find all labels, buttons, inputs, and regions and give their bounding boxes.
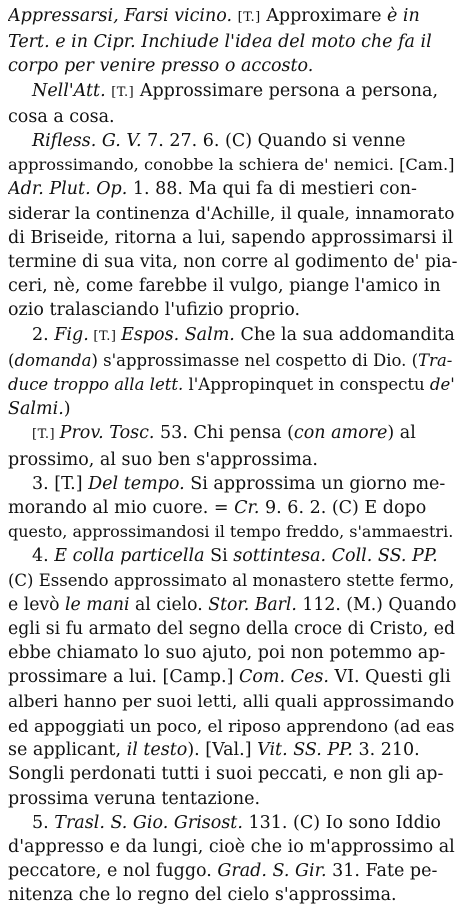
text: 131. (C) Io sono Iddio: [242, 812, 441, 833]
text: 112. (M.) Quando: [296, 594, 457, 615]
text: 53. Chi pensa (: [154, 423, 294, 444]
text-italic: duce troppo alla lett.: [8, 375, 184, 395]
source-ref: Prov. Tosc.: [59, 423, 155, 444]
text-line: (C) Essendo approssimato al monastero stette fermo,: [8, 570, 455, 590]
text-italic: Fig.: [54, 324, 89, 345]
sense-number: 2.: [32, 324, 55, 345]
text: Che la sua addomandita: [234, 324, 455, 345]
text-italic: Nell'Att.: [32, 80, 106, 101]
text-line: ebbe chiamato lo suo ajuto, poi non potemmo ap-: [8, 643, 446, 664]
text: Si: [204, 546, 234, 567]
entry-head: [8, 4, 458, 129]
source-ref: Com. Ces.: [238, 667, 329, 688]
text: al cielo.: [129, 594, 209, 615]
text: 7. 27. 6. (C) Quando si venne: [141, 131, 406, 152]
sense-number: 5.: [32, 812, 55, 833]
text-line: [8, 323, 458, 349]
text-line: [8, 859, 458, 883]
text-line: nitenza che lo regno del cielo s'approssima.: [8, 885, 397, 906]
tag: [T.]: [237, 10, 261, 25]
text-italic: Salmi.: [8, 399, 64, 420]
text: (: [8, 350, 15, 370]
text: Approximare: [260, 6, 387, 26]
text: VI. Questi gli: [328, 667, 451, 688]
text-line: prossimo, al suo ben s'approssima.: [8, 449, 318, 470]
sense-4: [8, 544, 458, 810]
text-italic: Del tempo.: [88, 473, 185, 494]
text-italic: de': [429, 375, 455, 395]
text-line: alberi hanno per suoi letti, alli quali approssimando: [8, 691, 455, 712]
text-line: termine di sua vita, non corre al godimento de' pia-: [8, 252, 458, 273]
source-ref: Vit. SS. PP.: [257, 740, 353, 761]
text-line: questo, approssimandosi il tempo freddo, s'ammaestri.: [8, 522, 454, 542]
text-line: [8, 472, 458, 496]
text: 3. 210.: [352, 740, 420, 761]
citation-block: [8, 129, 458, 323]
text-line: prossima veruna tentazione.: [8, 788, 261, 809]
text: peccatore, e nol fuggo.: [8, 861, 218, 882]
text-line: [8, 544, 458, 568]
sense-3: [8, 472, 458, 545]
text-line: ceri, nè, come farebbe il vulgo, piange l'amico in: [8, 276, 441, 297]
text-line: [8, 421, 458, 447]
text: e levò: [8, 594, 66, 615]
text-line: [8, 593, 458, 617]
text-line: [8, 665, 458, 689]
text: 31. Fate pe-: [326, 861, 438, 882]
text-line: [8, 811, 458, 835]
text: 9. 6. 2. (C) E dopo: [259, 498, 427, 519]
text-line: [8, 177, 458, 201]
tag: [T.]: [88, 328, 122, 344]
text-italic: con amore: [293, 423, 388, 444]
text-line: [8, 373, 458, 397]
text-line: siderar la continenza d'Achille, il quale, innamorato: [8, 203, 455, 224]
text-line: di Briseide, ritorna a lui, sapendo approssimarsi il: [8, 227, 454, 248]
source-ref: Espos. Salm.: [121, 324, 235, 345]
source-ref: Adr. Plut. Op.: [8, 179, 128, 200]
text-italic: domanda: [14, 350, 92, 370]
text-line: cosa a cosa.: [8, 106, 115, 127]
text-line: Tert. e in Cipr. Inchiude l'idea del moto che fa il: [8, 32, 432, 53]
text-line: [8, 129, 458, 153]
source-ref: Grad. S. Gir.: [217, 861, 327, 882]
text-line: egli si fu armato del segno della croce di Cristo, ed: [8, 619, 455, 640]
tag: [T.]: [111, 84, 135, 100]
text-line: [8, 349, 458, 373]
text: morando al mio cuore. =: [8, 498, 235, 519]
text-line: ed appoggiati un poco, el riposo apprendono (ad eas: [8, 715, 455, 736]
text-line: [8, 79, 458, 105]
source-ref: Trasl. S. Gio. Grisost.: [54, 812, 243, 833]
text-line: [8, 496, 458, 520]
text-line: d'appresso e da lungi, cioè che io m'approssimo al: [8, 836, 455, 857]
text-line: [8, 738, 458, 762]
text: ). [Val.]: [187, 740, 258, 761]
text-italic: le mani: [65, 594, 130, 615]
text: Si approssima un giorno me-: [184, 473, 446, 494]
text-line: approssimando, conobbe la schiera de' nemici. [Cam.]: [8, 155, 455, 175]
text: 1. 88. Ma qui fa di mestieri con-: [127, 179, 417, 200]
source-ref: Cr.: [234, 498, 260, 519]
text: ) s'approssimasse nel cospetto di Dio. (: [91, 350, 419, 370]
source-ref: Rifless. G. V.: [32, 131, 142, 152]
sense-2: [8, 323, 458, 472]
text: ): [63, 399, 71, 420]
text-italic: è in: [387, 6, 420, 26]
text: prossimare a lui. [Camp.]: [8, 667, 239, 688]
tag: [T.]: [32, 427, 60, 443]
text-italic: il testo: [126, 740, 188, 761]
text-italic: Tra-: [418, 350, 453, 370]
text: Approssimare persona a persona,: [134, 80, 439, 101]
sense-number: 4.: [32, 546, 55, 567]
headword: Appressarsi, Farsi vicino.: [8, 6, 233, 26]
sense-number: 3. [T.]: [32, 473, 89, 494]
text: se applicant,: [8, 740, 127, 761]
text-italic: sottintesa. Coll. SS. PP.: [233, 546, 438, 567]
text-line: corpo per venire presso o accosto.: [8, 56, 314, 77]
text-line: Songli perdonati tutti i suoi peccati, e non gli ap-: [8, 764, 444, 785]
text: l'Appropinquet in conspectu: [183, 375, 430, 395]
text-italic: E colla particella: [54, 546, 205, 567]
text-line: [8, 4, 458, 30]
sense-5: [8, 811, 458, 908]
text-line: ozio tralasciando l'ufizio proprio.: [8, 300, 301, 321]
text-line: [8, 397, 458, 421]
source-ref: Stor. Barl.: [208, 594, 297, 615]
text: ) al: [387, 423, 416, 444]
